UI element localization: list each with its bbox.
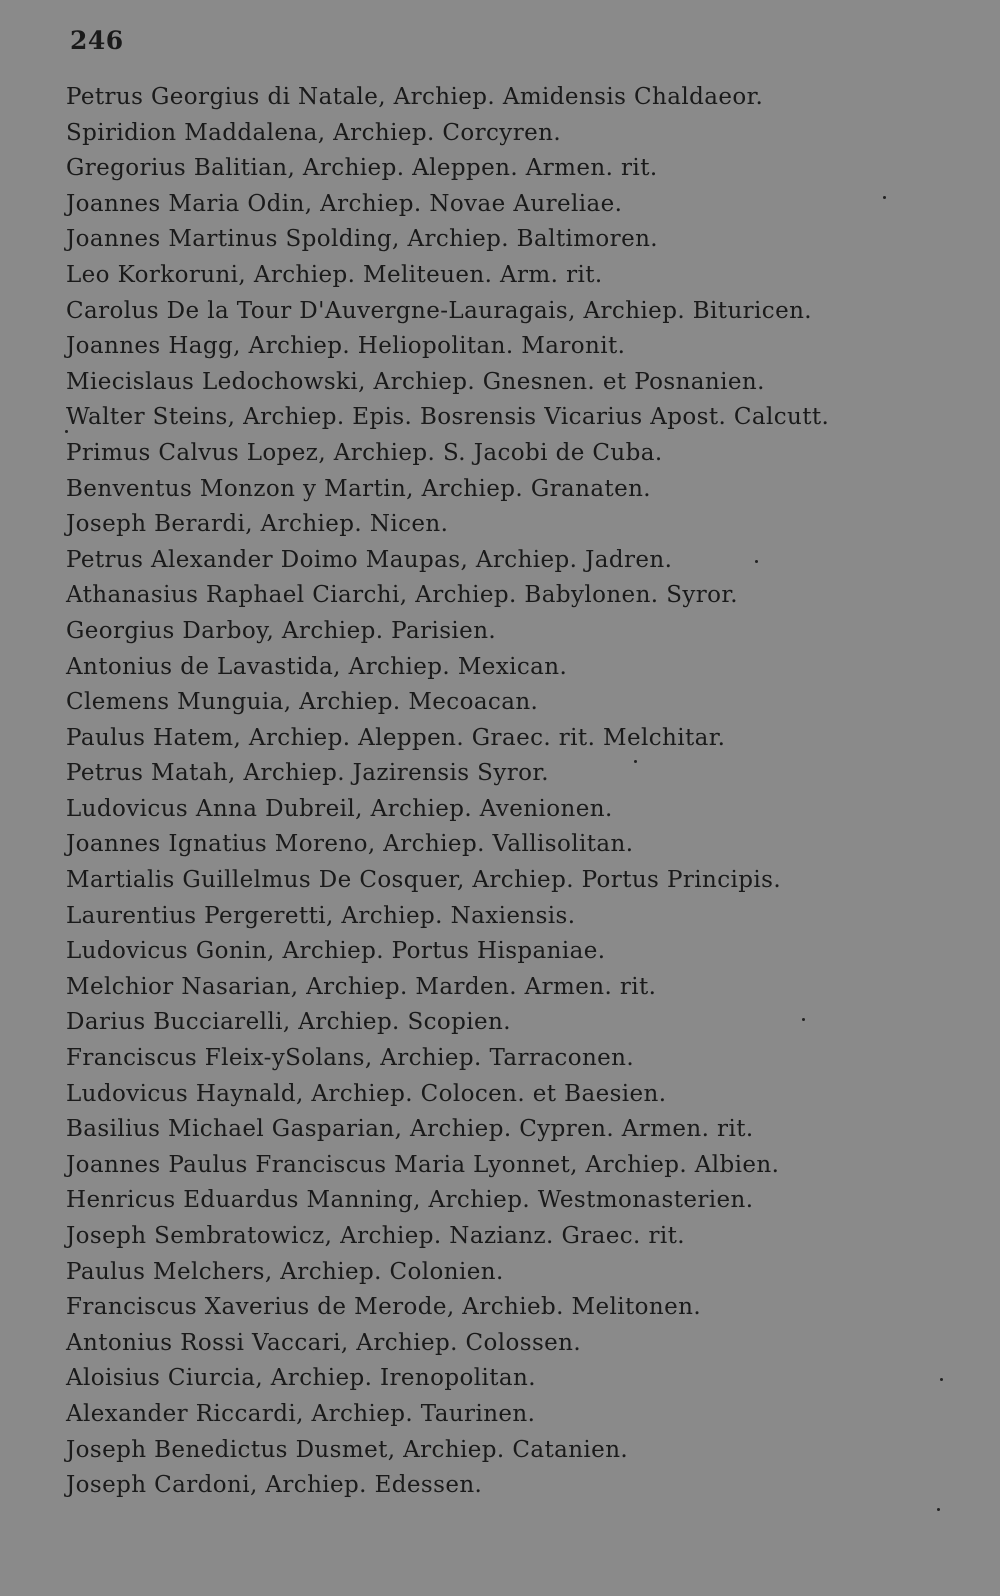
entry-line: Georgius Darboy, Archiep. Parisien.: [66, 617, 497, 644]
entry-line: Spiridion Maddalena, Archiep. Corcyren.: [66, 119, 562, 146]
entry-line: Joseph Benedictus Dusmet, Archiep. Catanien.: [66, 1436, 629, 1463]
entry-line: Aloisius Ciurcia, Archiep. Irenopolitan.: [66, 1365, 536, 1392]
entry-line: Joseph Berardi, Archiep. Nicen.: [66, 511, 449, 538]
entry-line: Martialis Guillelmus De Cosquer, Archiep. Portus Principis.: [66, 867, 782, 894]
entry-line: Paulus Hatem, Archiep. Aleppen. Graec. rit. Melchitar.: [66, 724, 726, 751]
scan-speck: [883, 196, 886, 199]
entry-line: Basilius Michael Gasparian, Archiep. Cypren. Armen. rit.: [66, 1116, 754, 1143]
entry-line: Petrus Matah, Archiep. Jazirensis Syror.: [66, 760, 549, 787]
entry-line: Antonius de Lavastida, Archiep. Mexican.: [66, 653, 568, 680]
entry-line: Alexander Riccardi, Archiep. Taurinen.: [66, 1400, 536, 1427]
entry-line: Joannes Hagg, Archiep. Heliopolitan. Maronit.: [66, 333, 626, 360]
entry-line: Benventus Monzon y Martin, Archiep. Granaten.: [66, 475, 652, 502]
entry-line: Antonius Rossi Vaccari, Archiep. Colossen.: [66, 1329, 582, 1356]
entry-line: Athanasius Raphael Ciarchi, Archiep. Babylonen. Syror.: [66, 582, 738, 609]
entry-line: Walter Steins, Archiep. Epis. Bosrensis Vicarius Apost. Calcutt.: [66, 404, 830, 431]
scan-speck: [940, 1378, 943, 1381]
entry-line: Joannes Ignatius Moreno, Archiep. Vallisolitan.: [66, 831, 634, 858]
entry-line: Paulus Melchers, Archiep. Colonien.: [66, 1258, 504, 1285]
entry-line: Darius Bucciarelli, Archiep. Scopien.: [66, 1009, 511, 1036]
page-number: 246: [70, 26, 124, 55]
entry-line: Petrus Alexander Doimo Maupas, Archiep. Jadren.: [66, 546, 673, 573]
entry-line: Miecislaus Ledochowski, Archiep. Gnesnen. et Posnanien.: [66, 368, 765, 395]
entry-line: Joannes Martinus Spolding, Archiep. Baltimoren.: [66, 226, 659, 253]
scan-speck: [634, 760, 637, 763]
entry-line: Laurentius Pergeretti, Archiep. Naxiensis.: [66, 902, 576, 929]
entry-line: Henricus Eduardus Manning, Archiep. Westmonasterien.: [66, 1187, 754, 1214]
entry-line: Franciscus Fleix-ySolans, Archiep. Tarraconen.: [66, 1045, 635, 1072]
entry-line: Joannes Maria Odin, Archiep. Novae Aureliae.: [66, 190, 623, 217]
entry-line: Ludovicus Gonin, Archiep. Portus Hispaniae.: [66, 938, 606, 965]
entry-line: Franciscus Xaverius de Merode, Archieb. Melitonen.: [66, 1294, 702, 1321]
entry-line: Ludovicus Anna Dubreil, Archiep. Avenionen.: [66, 795, 613, 822]
entry-line: Carolus De la Tour D'Auvergne-Lauragais, Archiep. Bituricen.: [66, 297, 813, 324]
entry-line: Melchior Nasarian, Archiep. Marden. Armen. rit.: [66, 973, 657, 1000]
entry-line: Primus Calvus Lopez, Archiep. S. Jacobi de Cuba.: [66, 439, 663, 466]
entry-line: Clemens Munguia, Archiep. Mecoacan.: [66, 689, 539, 716]
entry-line: Joseph Cardoni, Archiep. Edessen.: [66, 1472, 483, 1499]
entry-line: Leo Korkoruni, Archiep. Meliteuen. Arm. rit.: [66, 261, 603, 288]
scan-speck: [802, 1018, 805, 1021]
entry-list: [66, 80, 966, 1504]
scan-speck: [937, 1508, 940, 1511]
entry-line: Joannes Paulus Franciscus Maria Lyonnet, Archiep. Albien.: [66, 1151, 780, 1178]
entry-line: Petrus Georgius di Natale, Archiep. Amidensis Chaldaeor.: [66, 84, 764, 110]
scan-speck: [65, 430, 68, 433]
entry-line: Joseph Sembratowicz, Archiep. Nazianz. Graec. rit.: [66, 1223, 685, 1249]
scan-speck: [755, 560, 758, 563]
entry-line: Ludovicus Haynald, Archiep. Colocen. et Baesien.: [66, 1080, 667, 1107]
entry-line: Gregorius Balitian, Archiep. Aleppen. Armen. rit.: [66, 155, 658, 182]
